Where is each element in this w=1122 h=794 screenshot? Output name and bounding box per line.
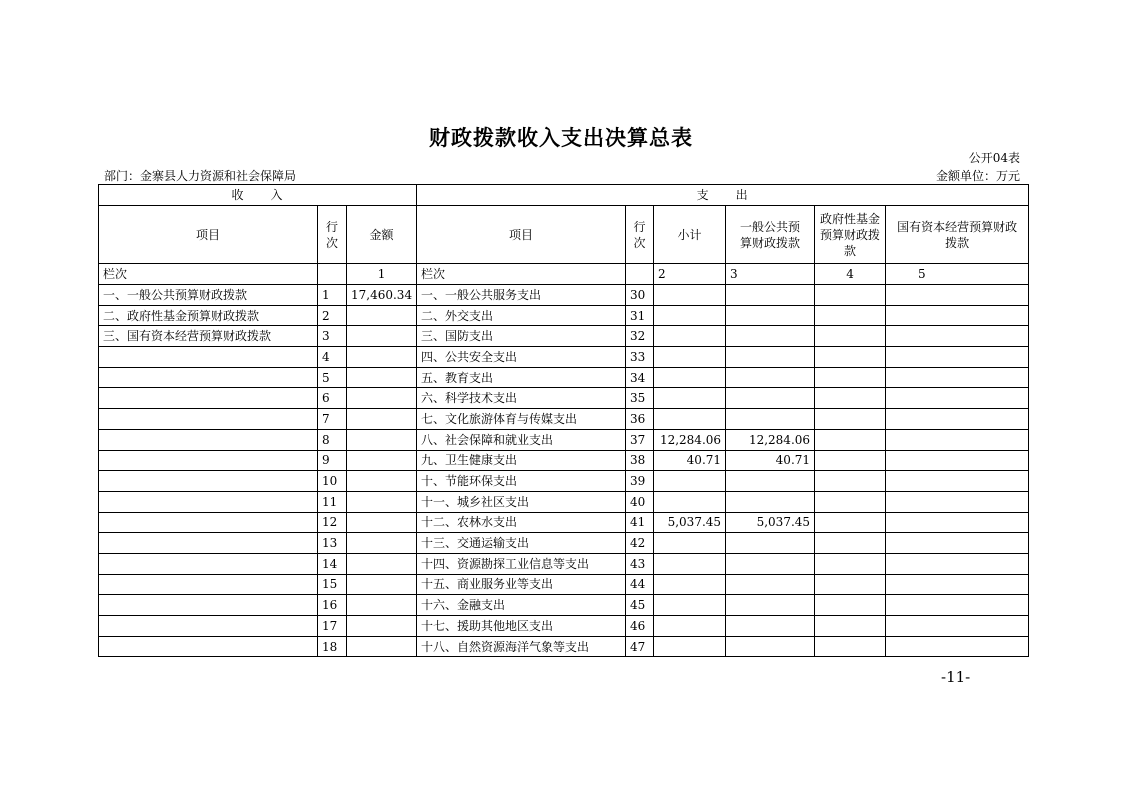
income-item: [99, 367, 318, 388]
header-row-no2: 行次: [626, 206, 654, 264]
expense-subtotal: [654, 347, 726, 368]
table-row: [99, 409, 1029, 430]
table-row: [99, 574, 1029, 595]
expense-gov-fund: [815, 388, 886, 409]
income-row-no: 11: [318, 491, 347, 512]
expense-state-capital: [886, 491, 1029, 512]
expense-state-capital: [886, 595, 1029, 616]
expense-row-no: 34: [626, 367, 654, 388]
table-row: [99, 429, 1029, 450]
expense-item: 十四、资源勘探工业信息等支出: [417, 553, 626, 574]
expense-general-budget: [726, 595, 815, 616]
expense-general-budget: [726, 636, 815, 657]
column-header-row: [99, 206, 1029, 264]
income-item: [99, 574, 318, 595]
income-item: 一、一般公共预算财政拨款: [99, 285, 318, 306]
expense-gov-fund: [815, 429, 886, 450]
income-amount: [347, 512, 417, 533]
income-row-no: 13: [318, 533, 347, 554]
index-empty2: [626, 264, 654, 285]
expense-gov-fund: [815, 595, 886, 616]
expense-state-capital: [886, 450, 1029, 471]
expense-general-budget: [726, 491, 815, 512]
expense-state-capital: [886, 388, 1029, 409]
expense-row-no: 36: [626, 409, 654, 430]
income-amount: 17,460.34: [347, 285, 417, 306]
header-row-no: 行次: [318, 206, 347, 264]
expense-subtotal: [654, 471, 726, 492]
expense-item: 一、一般公共服务支出: [417, 285, 626, 306]
expense-row-no: 43: [626, 553, 654, 574]
income-item: [99, 553, 318, 574]
expense-gov-fund: [815, 450, 886, 471]
expense-state-capital: [886, 512, 1029, 533]
header-item2: 项目: [417, 206, 626, 264]
budget-table: [98, 184, 1029, 657]
expense-general-budget: [726, 553, 815, 574]
expense-gov-fund: [815, 574, 886, 595]
expense-row-no: 46: [626, 616, 654, 637]
income-amount: [347, 326, 417, 347]
income-amount: [347, 616, 417, 637]
expense-row-no: 47: [626, 636, 654, 657]
expense-subtotal: [654, 595, 726, 616]
page-number: -11-: [941, 668, 971, 686]
expense-general-budget: [726, 533, 815, 554]
income-item: [99, 471, 318, 492]
income-item: [99, 595, 318, 616]
expense-row-no: 42: [626, 533, 654, 554]
income-amount: [347, 595, 417, 616]
income-amount: [347, 347, 417, 368]
expense-gov-fund: [815, 285, 886, 306]
expense-row-no: 35: [626, 388, 654, 409]
index-gov-fund: 4: [815, 264, 886, 285]
expense-general-budget: [726, 326, 815, 347]
expense-state-capital: [886, 285, 1029, 306]
expense-item: 九、卫生健康支出: [417, 450, 626, 471]
expense-state-capital: [886, 367, 1029, 388]
expense-state-capital: [886, 533, 1029, 554]
expense-item: 四、公共安全支出: [417, 347, 626, 368]
table-row: [99, 450, 1029, 471]
header-subtotal: 小计: [654, 206, 726, 264]
table-row: [99, 616, 1029, 637]
table-row: [99, 367, 1029, 388]
income-row-no: 5: [318, 367, 347, 388]
expense-item: 十六、金融支出: [417, 595, 626, 616]
department-label: 部门：金寨县人力资源和社会保障局: [104, 169, 297, 183]
income-amount: [347, 450, 417, 471]
expense-gov-fund: [815, 367, 886, 388]
expense-state-capital: [886, 471, 1029, 492]
expense-state-capital: [886, 429, 1029, 450]
page-title: 财政拨款收入支出决算总表: [429, 125, 693, 150]
expense-subtotal: [654, 491, 726, 512]
income-amount: [347, 367, 417, 388]
expense-item: 十、节能环保支出: [417, 471, 626, 492]
expense-item: 五、教育支出: [417, 367, 626, 388]
table-row: [99, 388, 1029, 409]
expense-subtotal: [654, 574, 726, 595]
expense-gov-fund: [815, 305, 886, 326]
income-row-no: 18: [318, 636, 347, 657]
table-row: [99, 512, 1029, 533]
expense-subtotal: 5,037.45: [654, 512, 726, 533]
table-row: [99, 636, 1029, 657]
expense-item: 六、科学技术支出: [417, 388, 626, 409]
expense-subtotal: 12,284.06: [654, 429, 726, 450]
expense-gov-fund: [815, 347, 886, 368]
table-row: [99, 285, 1029, 306]
income-item: 三、国有资本经营预算财政拨款: [99, 326, 318, 347]
expense-state-capital: [886, 409, 1029, 430]
expense-item: 三、国防支出: [417, 326, 626, 347]
header-amount: 金额: [347, 206, 417, 264]
index-right-label: 栏次: [417, 264, 626, 285]
expense-row-no: 39: [626, 471, 654, 492]
expense-gov-fund: [815, 491, 886, 512]
expense-subtotal: [654, 616, 726, 637]
expense-gov-fund: [815, 471, 886, 492]
index-empty: [318, 264, 347, 285]
expense-gov-fund: [815, 533, 886, 554]
header-general-budget: 一般公共预算财政拨款: [726, 206, 815, 264]
expense-general-budget: [726, 347, 815, 368]
expense-general-budget: [726, 574, 815, 595]
income-item: [99, 347, 318, 368]
income-item: [99, 450, 318, 471]
table-row: [99, 533, 1029, 554]
expense-general-budget: [726, 471, 815, 492]
expense-row-no: 33: [626, 347, 654, 368]
expense-subtotal: 40.71: [654, 450, 726, 471]
expense-item: 七、文化旅游体育与传媒支出: [417, 409, 626, 430]
income-row-no: 2: [318, 305, 347, 326]
unit-label: 金额单位：万元: [935, 169, 1020, 183]
expense-state-capital: [886, 616, 1029, 637]
expense-row-no: 45: [626, 595, 654, 616]
expense-row-no: 41: [626, 512, 654, 533]
income-item: [99, 533, 318, 554]
expense-general-budget: [726, 616, 815, 637]
income-amount: [347, 305, 417, 326]
expense-gov-fund: [815, 553, 886, 574]
expense-gov-fund: [815, 636, 886, 657]
index-subtotal: 2: [654, 264, 726, 285]
expense-gov-fund: [815, 616, 886, 637]
table-row: [99, 491, 1029, 512]
income-row-no: 7: [318, 409, 347, 430]
table-row: [99, 347, 1029, 368]
index-state-capital: 5: [886, 264, 1029, 285]
income-row-no: 15: [318, 574, 347, 595]
expense-general-budget: [726, 388, 815, 409]
income-amount: [347, 388, 417, 409]
income-row-no: 8: [318, 429, 347, 450]
expense-gov-fund: [815, 326, 886, 347]
expense-item: 十八、自然资源海洋气象等支出: [417, 636, 626, 657]
expense-general-budget: [726, 285, 815, 306]
income-amount: [347, 491, 417, 512]
section-header-row: [99, 185, 1029, 206]
expense-subtotal: [654, 285, 726, 306]
index-amount: 1: [347, 264, 417, 285]
expense-item: 十一、城乡社区支出: [417, 491, 626, 512]
header-state-capital: 国有资本经营预算财政拨款: [886, 206, 1029, 264]
income-amount: [347, 533, 417, 554]
income-item: [99, 636, 318, 657]
income-row-no: 6: [318, 388, 347, 409]
income-item: [99, 616, 318, 637]
income-row-no: 3: [318, 326, 347, 347]
expense-item: 十七、援助其他地区支出: [417, 616, 626, 637]
income-item: 二、政府性基金预算财政拨款: [99, 305, 318, 326]
section-income: 收 入: [99, 185, 417, 206]
expense-subtotal: [654, 409, 726, 430]
expense-row-no: 37: [626, 429, 654, 450]
income-row-no: 16: [318, 595, 347, 616]
expense-general-budget: [726, 409, 815, 430]
expense-subtotal: [654, 367, 726, 388]
expense-row-no: 31: [626, 305, 654, 326]
income-row-no: 4: [318, 347, 347, 368]
header-item: 项目: [99, 206, 318, 264]
expense-state-capital: [886, 553, 1029, 574]
expense-general-budget: 12,284.06: [726, 429, 815, 450]
column-index-row: [99, 264, 1029, 285]
expense-row-no: 40: [626, 491, 654, 512]
income-item: [99, 512, 318, 533]
expense-row-no: 44: [626, 574, 654, 595]
expense-general-budget: 40.71: [726, 450, 815, 471]
index-left-label: 栏次: [99, 264, 318, 285]
expense-subtotal: [654, 326, 726, 347]
expense-state-capital: [886, 326, 1029, 347]
income-amount: [347, 636, 417, 657]
income-amount: [347, 553, 417, 574]
expense-subtotal: [654, 553, 726, 574]
expense-subtotal: [654, 305, 726, 326]
expense-subtotal: [654, 388, 726, 409]
income-amount: [347, 409, 417, 430]
income-row-no: 1: [318, 285, 347, 306]
income-item: [99, 409, 318, 430]
income-amount: [347, 574, 417, 595]
table-row: [99, 326, 1029, 347]
table-row: [99, 305, 1029, 326]
income-row-no: 17: [318, 616, 347, 637]
expense-item: 十三、交通运输支出: [417, 533, 626, 554]
income-item: [99, 429, 318, 450]
section-expense: 支 出: [417, 185, 1029, 206]
expense-state-capital: [886, 347, 1029, 368]
expense-gov-fund: [815, 409, 886, 430]
income-amount: [347, 471, 417, 492]
income-row-no: 12: [318, 512, 347, 533]
table-row: [99, 595, 1029, 616]
expense-subtotal: [654, 636, 726, 657]
header-gov-fund: 政府性基金预算财政拨款: [815, 206, 886, 264]
expense-item: 八、社会保障和就业支出: [417, 429, 626, 450]
expense-subtotal: [654, 533, 726, 554]
income-row-no: 10: [318, 471, 347, 492]
expense-general-budget: [726, 305, 815, 326]
expense-gov-fund: [815, 512, 886, 533]
expense-item: 十二、农林水支出: [417, 512, 626, 533]
expense-item: 二、外交支出: [417, 305, 626, 326]
income-row-no: 14: [318, 553, 347, 574]
index-general: 3: [726, 264, 815, 285]
table-row: [99, 471, 1029, 492]
expense-general-budget: [726, 367, 815, 388]
income-item: [99, 388, 318, 409]
expense-state-capital: [886, 574, 1029, 595]
table-number: 公开04表: [968, 151, 1020, 165]
income-row-no: 9: [318, 450, 347, 471]
expense-general-budget: 5,037.45: [726, 512, 815, 533]
expense-row-no: 30: [626, 285, 654, 306]
income-item: [99, 491, 318, 512]
expense-row-no: 38: [626, 450, 654, 471]
expense-row-no: 32: [626, 326, 654, 347]
expense-item: 十五、商业服务业等支出: [417, 574, 626, 595]
expense-state-capital: [886, 636, 1029, 657]
table-row: [99, 553, 1029, 574]
expense-state-capital: [886, 305, 1029, 326]
income-amount: [347, 429, 417, 450]
